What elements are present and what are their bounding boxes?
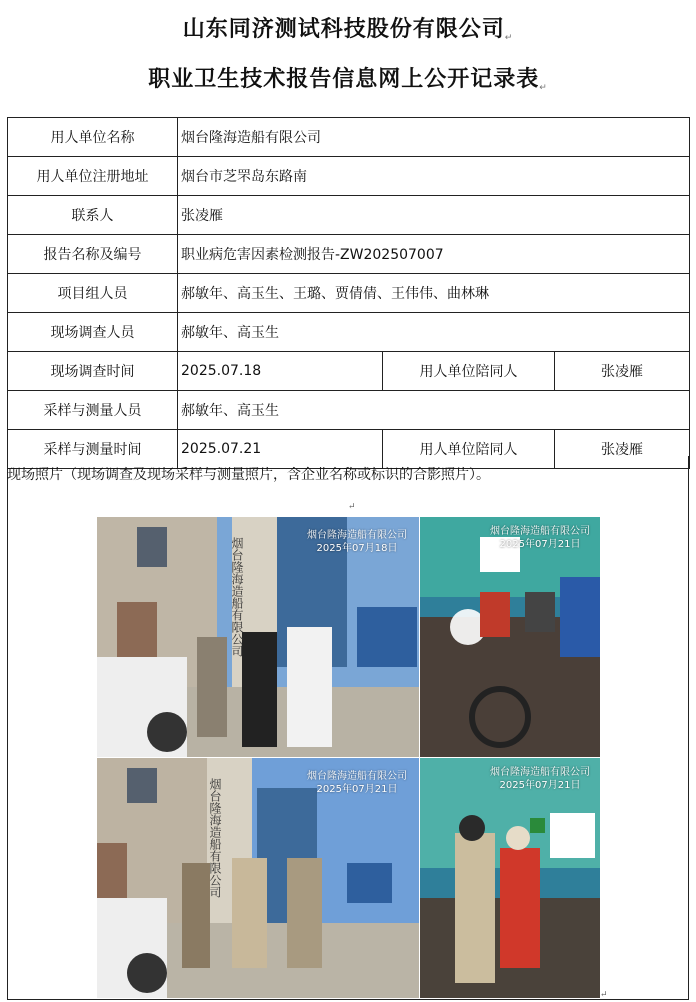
photo-2-date: 2025年07月21日 — [499, 539, 581, 550]
photo-4-date: 2025年07月21日 — [499, 780, 581, 791]
site-photo-3 — [97, 758, 419, 998]
sampling-time-label: 采样与测量时间 — [8, 430, 178, 469]
address-label: 用人单位注册地址 — [8, 157, 178, 196]
photo-1-date: 2025年07月18日 — [316, 543, 398, 554]
company-sign: 烟台隆海造船有限公司 — [230, 537, 244, 657]
sampling-escort-value: 张凌雁 — [555, 430, 690, 469]
photo-3-date: 2025年07月21日 — [316, 784, 398, 795]
row-team — [8, 274, 690, 313]
sampling-staff-value: 郝敏年、高玉生 — [178, 391, 690, 430]
row-contact — [8, 196, 690, 235]
row-address — [8, 157, 690, 196]
contact-value: 张凌雁 — [178, 196, 690, 235]
site-photo-1 — [97, 517, 419, 757]
team-value: 郝敏年、高玉生、王璐、贾倩倩、王伟伟、曲林琳 — [178, 274, 690, 313]
employer-name-value: 烟台隆海造船有限公司 — [178, 118, 690, 157]
survey-escort-label: 用人单位陪同人 — [383, 352, 555, 391]
photo-4-company: 烟台隆海造船有限公司 — [490, 767, 590, 778]
survey-time-label: 现场调查时间 — [8, 352, 178, 391]
sampling-staff-label: 采样与测量人员 — [8, 391, 178, 430]
report-value: 职业病危害因素检测报告-ZW202507007 — [178, 235, 690, 274]
row-employer-name — [8, 118, 690, 157]
paragraph-mark-end: ↵ — [600, 990, 608, 1000]
paragraph-mark: ↵ — [348, 502, 356, 512]
photo-2-company: 烟台隆海造船有限公司 — [490, 526, 590, 537]
row-survey-time — [8, 352, 690, 391]
team-label: 项目组人员 — [8, 274, 178, 313]
survey-escort-value: 张凌雁 — [555, 352, 690, 391]
company-title: 山东同济测试科技股份有限公司↵ — [182, 17, 514, 43]
photo-1-company: 烟台隆海造船有限公司 — [307, 530, 407, 541]
row-survey-staff — [8, 313, 690, 352]
employer-name-label: 用人单位名称 — [8, 118, 178, 157]
form-title: 职业卫生技术报告信息网上公开记录表↵ — [148, 67, 548, 93]
info-table — [7, 117, 690, 469]
sampling-time-value: 2025.07.21 — [178, 430, 383, 469]
sampling-escort-label: 用人单位陪同人 — [383, 430, 555, 469]
survey-staff-label: 现场调查人员 — [8, 313, 178, 352]
address-value: 烟台市芝罘岛东路南 — [178, 157, 690, 196]
site-photo-2 — [420, 517, 600, 757]
contact-label: 联系人 — [8, 196, 178, 235]
survey-time-value: 2025.07.18 — [178, 352, 383, 391]
row-report — [8, 235, 690, 274]
site-photo-4 — [420, 758, 600, 998]
report-label: 报告名称及编号 — [8, 235, 178, 274]
survey-staff-value: 郝敏年、高玉生 — [178, 313, 690, 352]
company-sign: 烟台隆海造船有限公司 — [208, 778, 222, 898]
photo-3-company: 烟台隆海造船有限公司 — [307, 771, 407, 782]
photo-caption: 现场照片（现场调查及现场采样与测量照片，含企业名称或标识的合影照片）。 — [7, 467, 490, 483]
row-sampling-staff — [8, 391, 690, 430]
